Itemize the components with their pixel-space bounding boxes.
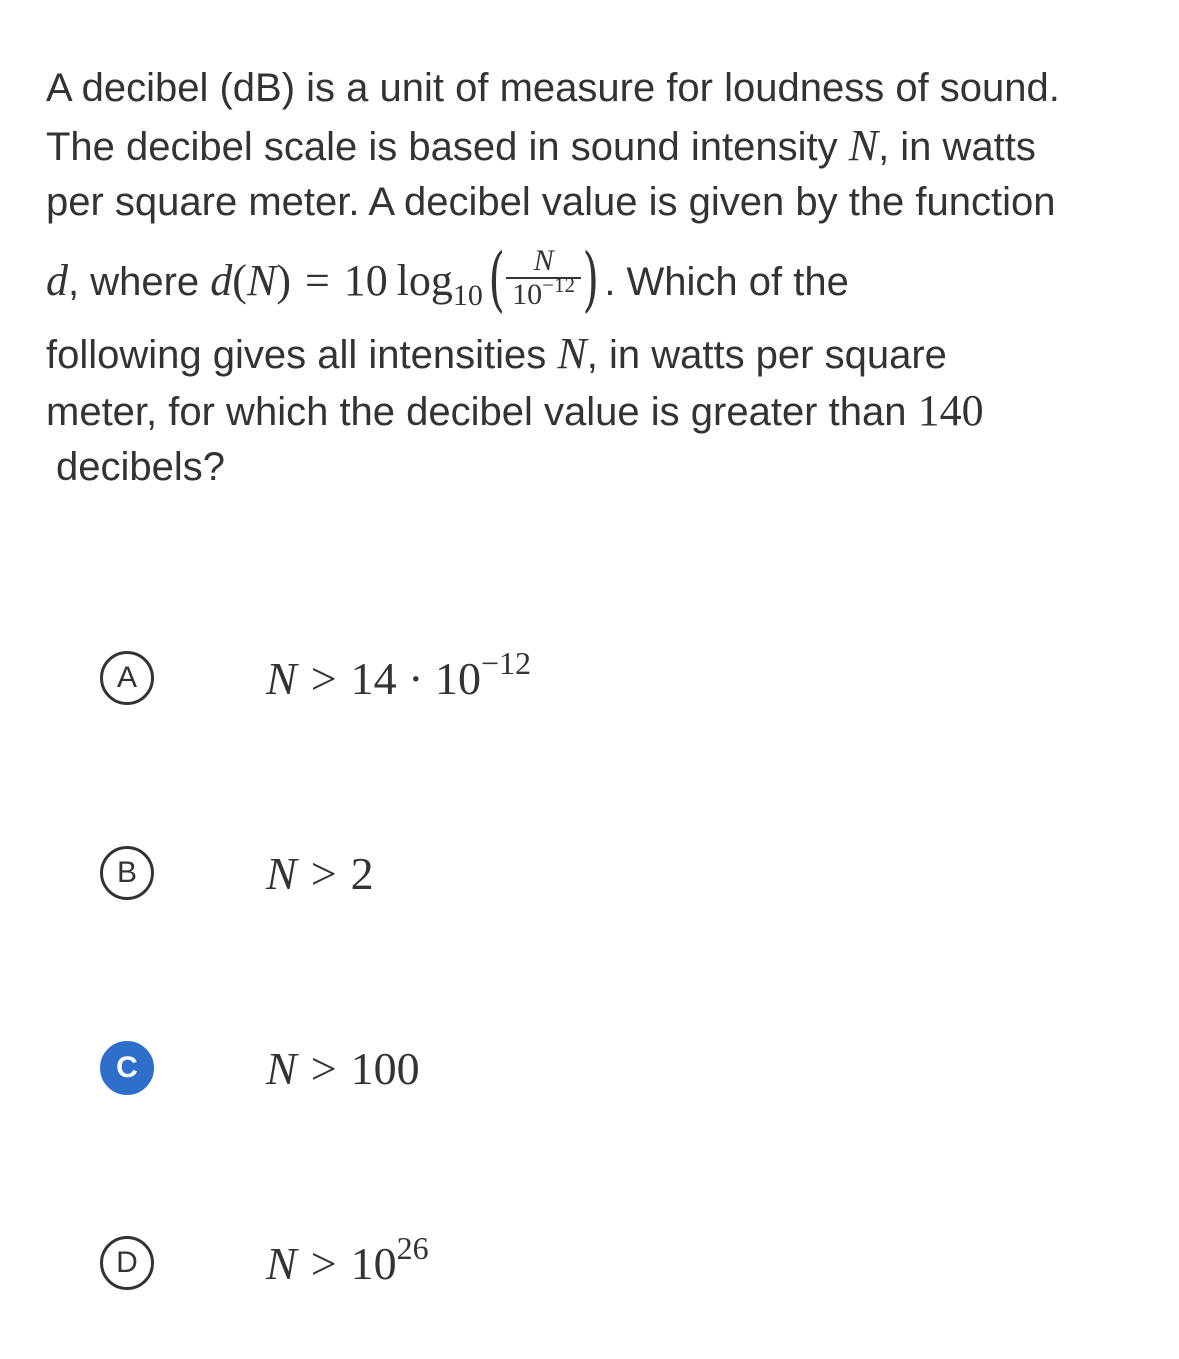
fraction-denominator [506, 272, 581, 313]
answer-variable: N [266, 652, 297, 704]
option-d-answer[interactable] [266, 1229, 429, 1290]
question-line5-text-b: , in watts per square [586, 333, 947, 377]
option-b-badge[interactable]: B [100, 846, 154, 900]
question-line2-text-b: , in watts [878, 125, 1036, 169]
answer-operator: > [310, 1237, 337, 1289]
formula-big-close-paren: ) [582, 237, 599, 320]
question-line [46, 382, 1146, 439]
answer-value: 2 [350, 847, 374, 899]
formula-log: log [396, 256, 453, 305]
variable-n: N [557, 329, 587, 378]
question-line4-text: , where [68, 260, 211, 304]
question-line2-text: The decibel scale is based in sound intensity [46, 125, 849, 169]
question-line4-text-b: . Which of the [604, 260, 849, 304]
option-a-badge[interactable]: A [100, 651, 154, 705]
option-d[interactable] [100, 1229, 429, 1293]
answer-operator: > [310, 1042, 337, 1094]
question-line7: decibels? [56, 445, 226, 489]
formula-coefficient: 10 [343, 256, 388, 305]
question-line [46, 117, 1146, 174]
denominator-exponent: −12 [542, 272, 575, 297]
formula-fraction [506, 245, 581, 313]
answer-variable: N [266, 1237, 297, 1289]
threshold-value: 140 [917, 386, 984, 435]
formula-log-base: 10 [452, 279, 483, 312]
answer-value: 100 [350, 1042, 420, 1094]
formula-big-open-paren: ( [488, 237, 505, 320]
fraction-numerator: N [506, 245, 581, 279]
option-c[interactable] [100, 1038, 420, 1098]
answer-exponent: 26 [396, 1229, 429, 1266]
decibel-formula [210, 237, 604, 320]
question-line [46, 60, 1146, 117]
answer-value: 10 [350, 1237, 397, 1289]
question-line3: per square meter. A decibel value is given by the function [46, 180, 1056, 224]
option-b[interactable] [100, 843, 374, 903]
question-line5-text: following gives all intensities [46, 333, 558, 377]
question-line [46, 439, 1146, 496]
denominator-base: 10 [512, 277, 543, 311]
question-text [46, 60, 1146, 496]
formula-function: d [210, 256, 233, 305]
formula-equals: = [304, 256, 330, 305]
option-b-answer[interactable] [266, 847, 374, 900]
question-line1: A decibel (dB) is a unit of measure for loudness of sound. [46, 66, 1060, 110]
answer-exponent: −12 [480, 644, 532, 681]
answer-variable: N [266, 1042, 297, 1094]
option-d-badge[interactable]: D [100, 1236, 154, 1290]
answer-variable: N [266, 847, 297, 899]
question-line-formula [46, 233, 1146, 329]
option-c-badge[interactable]: C [100, 1041, 154, 1095]
variable-d: d [46, 256, 68, 305]
answer-value: 14 · 10 [350, 652, 481, 704]
formula-open-paren: ( [232, 256, 247, 305]
variable-n: N [848, 121, 879, 170]
question-line6-text: meter, for which the decibel value is greater than [46, 390, 918, 434]
formula-variable: N [246, 256, 277, 305]
answer-operator: > [310, 652, 337, 704]
answer-operator: > [310, 847, 337, 899]
option-c-answer[interactable] [266, 1042, 420, 1095]
question-line [46, 325, 1146, 382]
option-a-answer[interactable] [266, 644, 532, 705]
formula-close-paren: ) [276, 256, 291, 305]
question-line [46, 174, 1146, 231]
